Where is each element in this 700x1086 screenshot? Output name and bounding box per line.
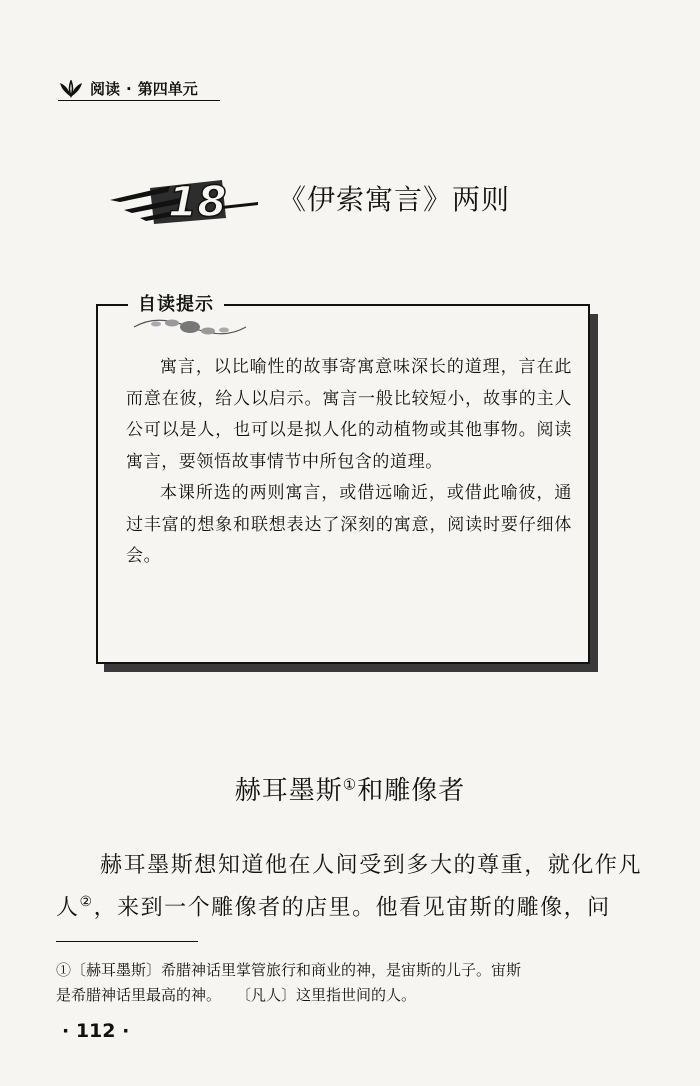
story-text-part1: 赫耳墨斯想知道他在人间受到多大的尊重，就化作凡人 — [56, 853, 642, 921]
page-number: · 112 · — [62, 1020, 130, 1042]
lesson-number: 18 — [168, 177, 227, 226]
floral-ornament-icon — [130, 316, 250, 338]
story-paragraph — [56, 848, 642, 926]
story-body — [56, 848, 642, 926]
footnote-line-1: ①〔赫耳墨斯〕希腊神话里掌管旅行和商业的神，是宙斯的儿子。宙斯 — [56, 961, 522, 979]
story-title — [0, 770, 700, 807]
header-underline — [58, 100, 220, 101]
footnote-line-2: 是希腊神话里最高的神。 〔凡人〕这里指世间的人。 — [56, 986, 417, 1004]
header-separator: · — [126, 79, 132, 98]
lesson-title: 《伊索寓言》两则 — [278, 183, 511, 216]
intro-box-label: 自读提示 — [138, 294, 214, 315]
footnote-ref-2: ② — [79, 894, 94, 910]
story-text-part2: ，来到一个雕像者的店里。他看见宙斯的雕像，问 — [93, 895, 611, 921]
footnote-divider — [56, 941, 198, 942]
story-title-main: 赫耳墨斯 — [234, 776, 343, 806]
header-unit-label: 第四单元 — [137, 80, 198, 98]
lesson-number-badge — [110, 168, 260, 228]
intro-box-label-wrap — [128, 290, 224, 316]
intro-paragraph-1: 寓言，以比喻性的故事寄寓意味深长的道理，言在此而意在彼，给人以启示。寓言一般比较短小，故事的主人公可以是人，也可以是拟人化的动植物或其他事物。阅读寓言，要领悟故事情节中所包含的道理。 — [126, 357, 572, 472]
header-section-label: 阅读 — [90, 80, 121, 98]
footnote-ref-1: ① — [342, 775, 358, 794]
story-title-rest: 和雕像者 — [357, 776, 466, 806]
running-header — [58, 78, 198, 99]
intro-box-text — [126, 352, 572, 573]
footnotes — [56, 958, 646, 1008]
intro-paragraph-2: 本课所选的两则寓言，或借远喻近，或借此喻彼，通过丰富的想象和联想表达了深刻的寓意，阅读时要仔细体会。 — [126, 483, 572, 566]
lotus-icon — [58, 80, 84, 98]
